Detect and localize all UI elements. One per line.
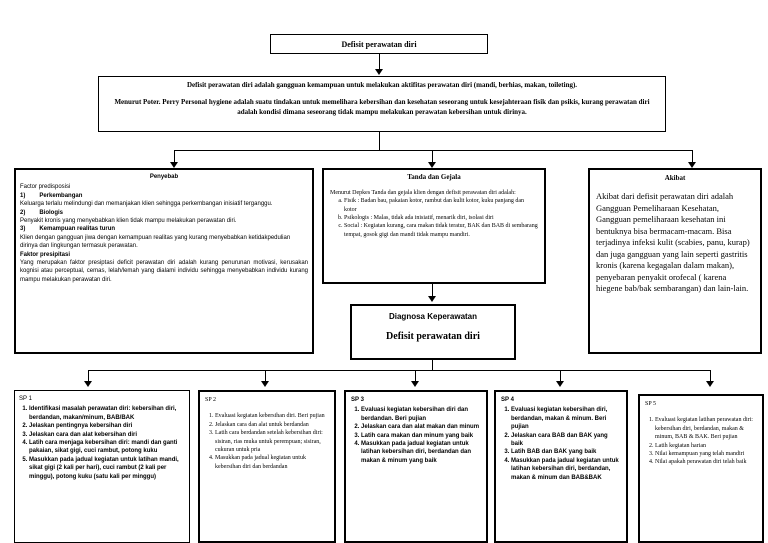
arrow-head (556, 381, 564, 387)
definition-line-2: Menurut Poter. Perry Personal hygiene adalah suatu tindakan untuk memelihara kebersihan dan kesehatan seseorang untuk kesejahteraan fisik dan psikis, kurang perawatan diri adalah kondisi dimana seseorang tidak mampu melakukan perawatan kebersihan untuk dirinya. (114, 98, 650, 116)
penyebab-item-1-text: Keluarga terlalu melindungi dan memanjakan klien sehingga perkembangan inisiatif terganggu. (20, 201, 273, 208)
sp5-box (638, 394, 764, 543)
sp5-item: 1. Evaluasi kegiatan latihan perawatan diri: kebersihan diri, berdandan, makan & minum, BAB & BAK. Beri pujian (655, 416, 757, 441)
sp1-box (14, 390, 190, 543)
tanda-item: c. Social : Kegiatan kurang, cara makan tidak teratur, BAK dan BAB di sembarang tempat, gosok gigi dan mandi tidak mampu mandiri. (344, 222, 538, 239)
sp3-item: 2. Jelaskan cara dan alat makan dan minum (361, 423, 481, 431)
definition-box (98, 76, 666, 132)
tanda-intro: Menurut Depkes Tanda dan gejala klien dengan defisit perawatan diri adalah: (330, 189, 516, 196)
sp3-box (344, 390, 488, 543)
diagnosa-box (350, 304, 516, 360)
sp4-item: 2. Jelaskan cara BAB dan BAK yang baik (511, 432, 621, 449)
tanda-item: b. Psikologis : Malas, tidak ada inisiatif, menarik diri, isolasi diri (344, 214, 538, 222)
sp4-item: 4. Masukkan pada jadual kegiatan untuk latihan kebersihan diri, berdandan, makan & minum dan BAB&BAK (511, 457, 621, 482)
sp2-list (205, 412, 329, 471)
sp1-item: 3. Jelaskan cara dan alat kebersihan diri (29, 431, 185, 439)
sp2-box (198, 390, 336, 543)
penyebab-item-3-heading: 3) Kemampuan realitas turun (20, 226, 116, 233)
tanda-box (322, 168, 546, 284)
sp2-item: 4. Masukkan pada jadual kegiatan untuk kebersihan diri dan berdandan (215, 454, 329, 471)
sp1-title: SP 1 (19, 396, 32, 402)
sp3-item: 1. Evaluasi kegiatan kebersihan diri dan berdandan. Beri pujian (361, 406, 481, 423)
presipitasi-text: Yang merupakan faktor presiptasi deficit perawatan diri adalah kurang penurunan motivasi, kerusakan kognisi atau perceptual, cemas, lelah/lemah yang dialami individu sehingga menyebabkan individu kurang mampu melakukan perawatan diri. (20, 259, 308, 283)
sp3-item: 4. Masukkan pada jadual kegiatan untuk latihan kebersihan diri, berdandan dan makan & minum yang baik (361, 440, 481, 465)
tanda-item: a. Fisik : Badan bau, pakaian kotor, rambut dan kulit kotor, kuku panjang dan kotor (344, 197, 538, 214)
sp5-list (645, 416, 757, 466)
akibat-title: Akibat (664, 174, 686, 182)
connector (432, 360, 433, 370)
sp5-item: 4. Nilai apakah perawatan diri telah baik (655, 458, 757, 466)
sp4-list (501, 406, 621, 482)
sp2-item: 2. Jelaskan cara dan alat untuk berdandan (215, 421, 329, 429)
sp4-item: 1. Evaluasi kegiatan kebersihan diri, berdandan, makan & minum. Beri pujian (511, 406, 621, 431)
penyebab-box (14, 168, 314, 354)
sp5-item: 2. Latih kegiatan harian (655, 442, 757, 450)
sp4-title: SP 4 (501, 397, 514, 403)
title-text: Defisit perawatan diri (341, 39, 417, 49)
sp4-box (494, 390, 628, 543)
connector (174, 150, 692, 151)
tanda-title: Tanda dan Gejala (407, 173, 461, 181)
arrow-head (375, 69, 383, 75)
sp1-list (19, 405, 185, 481)
arrow-head (706, 381, 714, 387)
connector (379, 132, 380, 150)
penyebab-item-2-heading: 2) Biologis (20, 209, 64, 216)
connector (88, 370, 710, 371)
sp2-item: 1. Evaluasi kegiatan kebersihan diri. Beri pujian (215, 412, 329, 420)
sp2-title: SP 2 (205, 397, 216, 403)
diagnosa-title: Diagnosa Keperawatan (388, 312, 478, 321)
sp3-list (351, 406, 481, 465)
sp1-item: 5. Masukkan pada jadual kegiatan untuk latihan mandi, sikat gigi (2 kali per hari), cuci rambut (2 kali per minggu), potong kuku (satu kali per minggu) (29, 456, 185, 481)
penyebab-item-3-text: Klien dengan gangguan jiwa dengan kemampuan realitas yang kurang menyebabkan ketidakpedulian dirinya dan lingkungan termasuk perawatan. (20, 234, 291, 250)
tanda-list (330, 197, 538, 239)
title-box (270, 34, 488, 54)
sp5-item: 3. Nilai kemampuan yang telah mandiri (655, 450, 757, 458)
penyebab-title: Penyebab (149, 174, 179, 180)
predisposisi-label: Factor predisposisi (20, 184, 71, 191)
sp5-title: SP 5 (645, 401, 656, 407)
akibat-box (588, 168, 762, 354)
arrow-head (84, 381, 92, 387)
penyebab-item-2-text: Penyakit kronis yang menyebabkan klien tidak mampu melakukan perawatan diri. (20, 217, 237, 224)
akibat-text: Akibat dari defisit perawatan diri adalah Gangguan Pemeliharaan Kesehatan, Gangguan pemeliharaan kesehatan ini bentuknya bisa bermacam-macam. Bisa terjadinya infeksi kulit (scabies, panu, kurap) dan juga gangguan yang lain seperti gastritis kronis (karena kegagalan dalam makan), penyebaran penyakit orofecal ( karena hiegene bab/bak sembarangan) dan lain-lain. (596, 191, 750, 294)
diagnosa-value: Defisit perawatan diri (386, 331, 480, 342)
sp2-item: 3. Latih cara berdandan setelah kebersihan diri: sisiran, rias muka untuk perempuan; sisiran, cukuran untuk pria (215, 429, 329, 454)
sp1-item: 4. Latih cara menjaga kebersihan diri: mandi dan ganti pakaian, sikat gigi, cuci rambut, potong kuku (29, 439, 185, 456)
arrow-head (428, 296, 436, 302)
sp4-item: 3. Latih BAB dan BAK yang baik (511, 448, 621, 456)
definition-line-1: Defisit perawatan diri adalah gangguan kemampuan untuk melakukan aktifitas perawatan diri (mandi, berhias, makan, toileting). (186, 81, 578, 89)
sp3-title: SP 3 (351, 397, 364, 403)
sp1-item: 1. Identifikasi masalah perawatan diri: kebersihan diri, berdandan, makan/minum, BAB/BAK (29, 405, 185, 422)
sp1-item: 2. Jelaskan pentingnya kebersihan diri (29, 422, 185, 430)
presipitasi-label: Faktor presipitasi (20, 251, 71, 258)
arrow-head (411, 381, 419, 387)
penyebab-item-1-heading: 1) Perkembangan (20, 192, 83, 199)
sp3-item: 3. Latih cara makan dan minum yang baik (361, 432, 481, 440)
arrow-head (261, 381, 269, 387)
